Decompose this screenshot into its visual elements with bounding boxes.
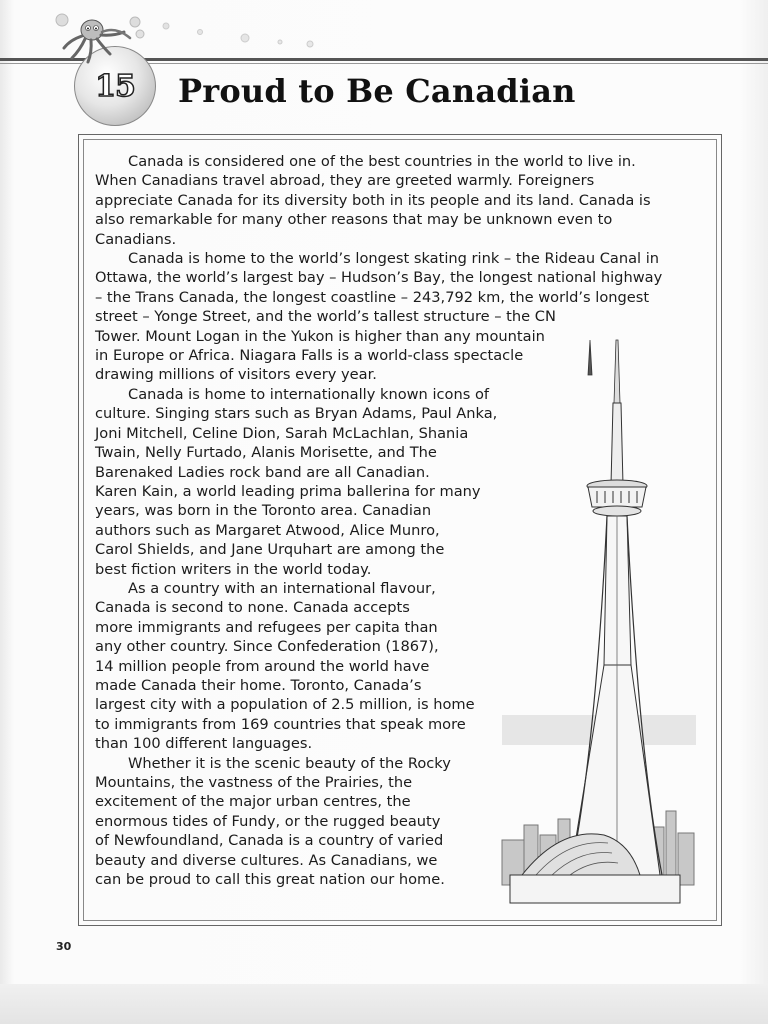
text-line: Twain, Nelly Furtado, Alanis Morisette, and The [95,444,437,462]
text-line: than 100 different languages. [95,735,313,753]
text-line: Canada is home to the world’s longest skating rink – the Rideau Canal in [128,250,660,268]
text-line: As a country with an international flavour, [128,579,436,597]
text-line: 14 million people from around the world have [95,657,430,675]
text-line: culture. Singing stars such as Bryan Adams, Paul Anka, [95,405,498,423]
text-line: in Europe or Africa. Niagara Falls is a world-class spectacle [95,347,524,365]
text-line: When Canadians travel abroad, they are greeted warmly. Foreigners [95,172,595,190]
text-line: best fiction writers in the world today. [95,560,372,578]
text-line: Carol Shields, and Jane Urquhart are among the [95,541,445,559]
text-line: Canada is home to internationally known icons of [128,385,490,403]
text-line: to immigrants from 169 countries that speak more [95,715,466,733]
text-line: drawing millions of visitors every year. [95,366,377,384]
text-line: Canada is second to none. Canada accepts [95,599,410,617]
text-line: enormous tides of Fundy, or the rugged beauty [95,812,441,830]
text-line: Joni Mitchell, Celine Dion, Sarah McLachlan, Shania [95,424,469,442]
text-line: Whether it is the scenic beauty of the Rocky [128,754,451,772]
text-line: Ottawa, the world’s largest bay – Hudson’s Bay, the longest national highway [95,269,663,287]
page-bottom-edge [0,984,768,1024]
text-line: Canada is considered one of the best countries in the world to live in. [128,153,636,170]
text-line: Tower. Mount Logan in the Yukon is higher than any mountain [95,327,545,345]
text-line: more immigrants and refugees per capita than [95,618,438,636]
lesson-number: 15 [95,69,135,104]
text-line: Barenaked Ladies rock band are all Canadian. [95,463,430,481]
text-line: Karen Kain, a world leading prima ballerina for many [95,482,481,500]
text-line: authors such as Margaret Atwood, Alice Munro, [95,521,440,539]
text-line: Mountains, the vastness of the Prairies, the [95,774,413,791]
text-line: years, was born in the Toronto area. Canadian [95,502,432,520]
text-line: beauty and diverse cultures. As Canadians, we [95,851,438,869]
text-line: appreciate Canada for its diversity both in its people and its land. Canada is [95,191,651,209]
text-line: any other country. Since Confederation (1867), [95,638,439,656]
text-line: made Canada their home. Toronto, Canada’s [95,676,422,694]
page-number: 30 [56,940,72,953]
octopus-mascot-icon [58,14,138,74]
text-line: Canadians. [95,230,177,248]
text-line: of Newfoundland, Canada is a country of varied [95,832,444,850]
text-line: can be proud to call this great nation our home. [95,871,445,889]
paragraph-intro [95,152,715,249]
cn-tower-illustration [500,335,700,915]
text-line: also remarkable for many other reasons that may be unknown even to [95,211,613,229]
text-line: street – Yonge Street, and the world’s tallest structure – the CN [95,308,556,326]
text-line: – the Trans Canada, the longest coastline – 243,792 km, the world’s longest [95,288,650,306]
text-line: largest city with a population of 2.5 million, is home [95,696,475,714]
page-title: Proud to Be Canadian [178,72,576,110]
text-line: excitement of the major urban centres, the [95,793,411,811]
